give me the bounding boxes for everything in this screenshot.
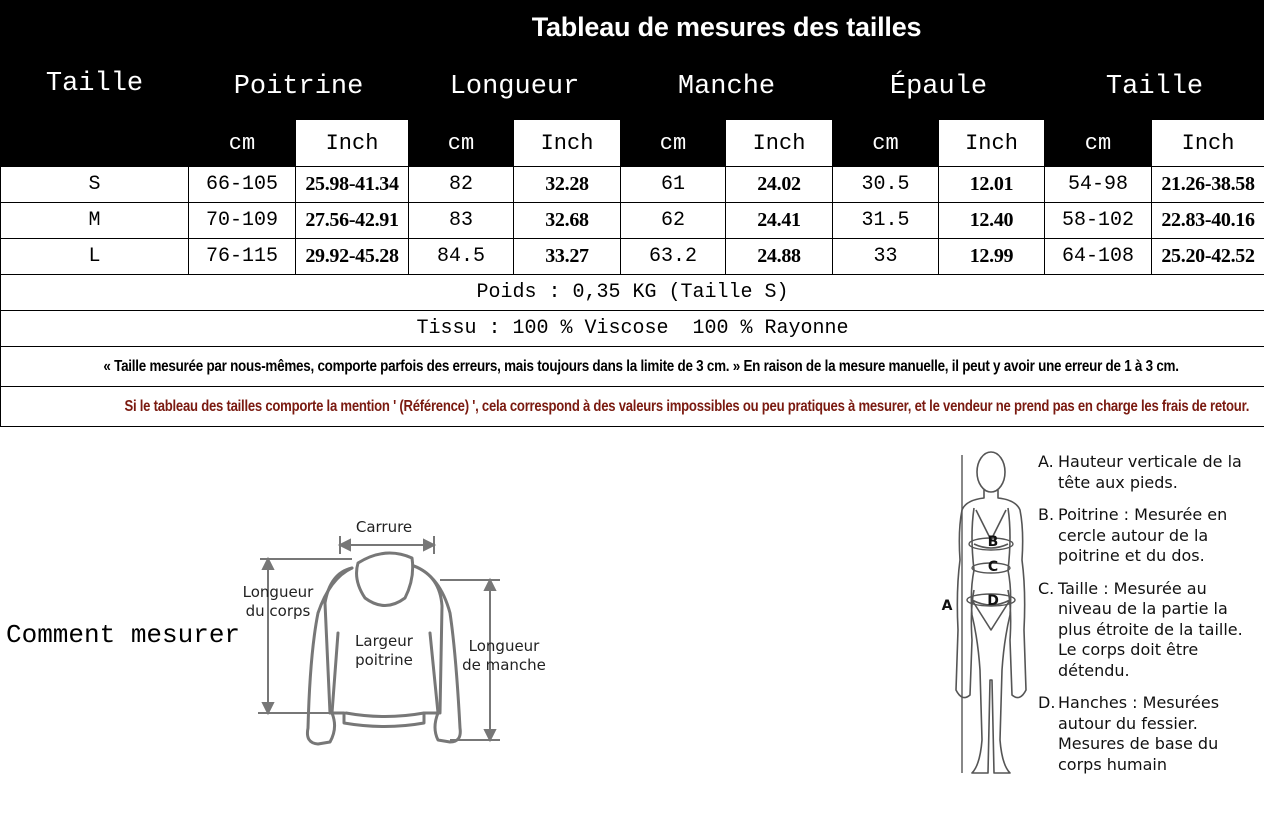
table-cell: 22.83-40.16 [1152,203,1264,239]
measure-legend [1038,452,1260,785]
marker-c: C [987,559,999,575]
table-cell: 83 [409,203,514,239]
table-cell: 27.56-42.91 [296,203,409,239]
table-cell: 33.27 [514,239,621,275]
table-cell: 29.92-45.28 [296,239,409,275]
measurement-note: « Taille mesurée par nous-mêmes, comporte parfois des erreurs, mais toujours dans la limite de 3 cm. » En raison de la mesure manuelle, il peut y avoir une erreur de 1 à 3 cm. [103,357,1179,375]
table-row [1,203,1264,239]
marker-d: D [987,593,999,609]
unit-header: cm [1045,120,1152,167]
legend-text: Hauteur verticale de la tête aux pieds. [1058,452,1242,492]
legend-item [1038,579,1260,682]
legend-text: Hanches : Mesurées autour du fessier. Mesures de base du corps humain [1058,693,1220,774]
size-label: S [1,167,189,203]
unit-header: cm [833,120,939,167]
group-header-length: Longueur [409,55,621,120]
unit-header: Inch [514,120,621,167]
label-chest: Largeur [355,632,413,650]
table-title: Tableau de mesures des tailles [189,1,1264,55]
marker-a: A [941,598,953,614]
group-header-shoulder: Épaule [833,55,1045,120]
size-column-header: Taille [1,1,189,167]
legend-letter: D. [1038,693,1056,712]
table-cell: 24.02 [726,167,833,203]
label-shoulder: Carrure [355,518,413,536]
label-sleeve-2: de manche [462,656,546,674]
how-to-measure-label: Comment mesurer [6,620,241,650]
body-figure [900,440,1040,785]
garment-diagram [0,428,600,768]
table-cell: 58-102 [1045,203,1152,239]
table-cell: 33 [833,239,939,275]
unit-header: cm [189,120,296,167]
table-cell: 31.5 [833,203,939,239]
unit-header: cm [621,120,726,167]
legend-text: Poitrine : Mesurée en cercle autour de la poitrine et du dos. [1058,505,1228,565]
table-cell: 61 [621,167,726,203]
table-cell: 32.68 [514,203,621,239]
table-cell: 76-115 [189,239,296,275]
label-chest-2: poitrine [355,651,413,669]
table-cell: 54-98 [1045,167,1152,203]
table-cell: 84.5 [409,239,514,275]
table-cell: 12.40 [939,203,1045,239]
legend-letter: B. [1038,505,1055,524]
legend-item [1038,693,1260,775]
unit-header: Inch [296,120,409,167]
table-cell: 64-108 [1045,239,1152,275]
table-cell: 66-105 [189,167,296,203]
label-body-length-2: du corps [245,602,311,620]
weight-info: Poids : 0,35 KG (Taille S) [1,275,1264,311]
unit-header: Inch [726,120,833,167]
reference-note: Si le tableau des tailles comporte la mention ' (Référence) ', cela correspond à des valeurs impossibles ou peu pratiques à mesurer, et le vendeur ne prend pas en charge les frais de retour. [124,397,1250,415]
body-outline [956,452,1026,773]
unit-header: cm [409,120,514,167]
table-cell: 82 [409,167,514,203]
table-cell: 62 [621,203,726,239]
legend-item [1038,505,1260,567]
group-header-chest: Poitrine [189,55,409,120]
group-header-waist: Taille [1045,55,1264,120]
unit-header: Inch [939,120,1045,167]
table-cell: 24.88 [726,239,833,275]
label-sleeve: Longueur [468,637,540,655]
table-cell: 70-109 [189,203,296,239]
label-body-length: Longueur [242,583,314,601]
unit-header: Inch [1152,120,1264,167]
table-cell: 25.20-42.52 [1152,239,1264,275]
table-cell: 12.99 [939,239,1045,275]
table-cell: 63.2 [621,239,726,275]
marker-b: B [987,534,999,550]
size-label: M [1,203,189,239]
table-cell: 25.98-41.34 [296,167,409,203]
group-header-sleeve: Manche [621,55,833,120]
legend-letter: C. [1038,578,1055,598]
table-cell: 24.41 [726,203,833,239]
table-row [1,239,1264,275]
table-cell: 12.01 [939,167,1045,203]
table-row [1,167,1264,203]
fabric-info: Tissu : 100 % Viscose 100 % Rayonne [1,311,1264,347]
legend-item [1038,452,1260,493]
table-cell: 21.26-38.58 [1152,167,1264,203]
legend-text: Taille : Mesurée au niveau de la partie la plus étroite de la taille. Le corps doit être détendu. [1058,578,1243,680]
legend-letter: A. [1038,452,1054,471]
table-cell: 32.28 [514,167,621,203]
table-cell: 30.5 [833,167,939,203]
size-label: L [1,239,189,275]
